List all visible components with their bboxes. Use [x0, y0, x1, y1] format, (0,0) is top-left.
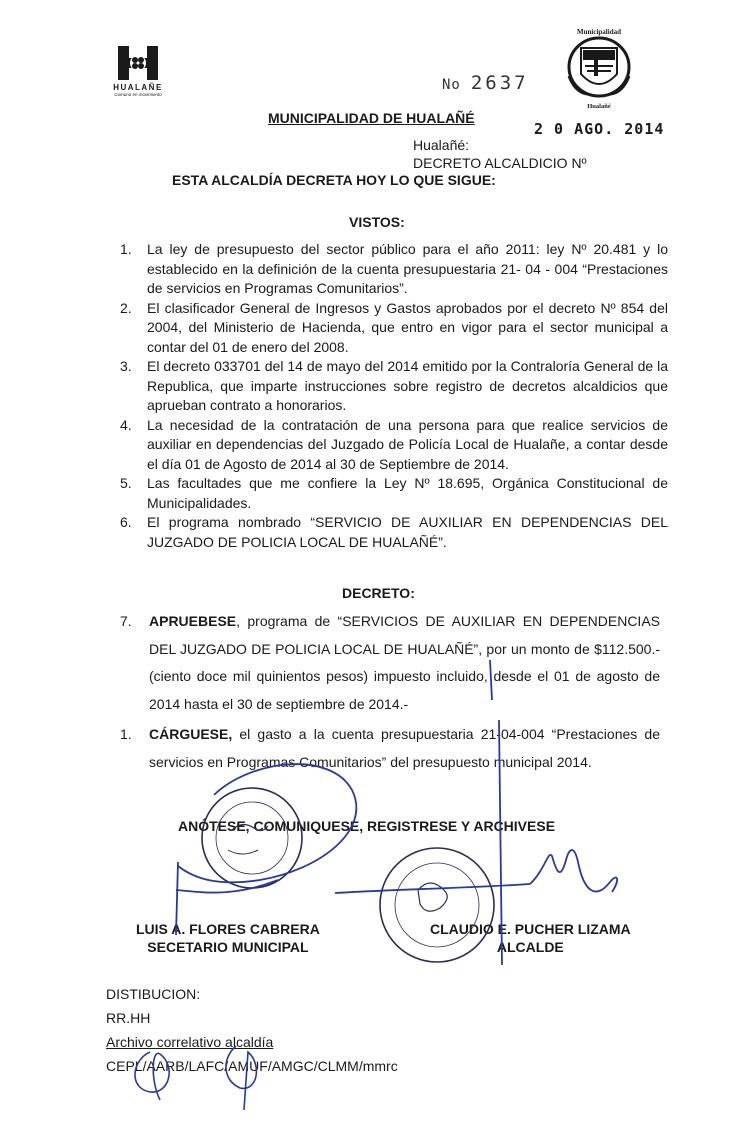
- list-item: 3. El decreto 033701 del 14 de mayo del 2014 emitido por la Contraloría General de la Republica, que imparte instrucciones sobre registro de decretos alcaldicios que aprueban contrato a honorarios.: [120, 358, 668, 413]
- distribution-block: [106, 982, 398, 1078]
- list-item: 2. El clasificador General de Ingresos y Gastos aprobados por el decreto Nº 854 del 2004, del Ministerio de Hacienda, que entro en vigor para el sector municipal a contar del 01 de enero del 2008.: [120, 299, 668, 355]
- seal-bottom-text: Hualañé: [587, 103, 611, 110]
- mayor-name: CLAUDIO E. PUCHER LIZAMA: [430, 921, 631, 937]
- decree-intro: ESTA ALCALDÍA DECRETA HOY LO QUE SIGUE:: [172, 172, 496, 188]
- logo-name: HUALAÑE: [113, 83, 163, 92]
- distribution-line: RR.HH: [106, 1010, 151, 1026]
- place-label: Hualañé:: [413, 137, 470, 153]
- signature-mayor: [430, 920, 631, 956]
- document-title: MUNICIPALIDAD DE HUALAÑÉ: [268, 110, 475, 126]
- distribution-heading: DISTIBUCION:: [106, 986, 201, 1002]
- h-logo-icon: [116, 44, 160, 82]
- decreto-heading: DECRETO:: [342, 585, 415, 601]
- date-stamp: 2 0 AGO. 2014: [534, 120, 665, 138]
- seal-top-text: Municipalidad: [577, 28, 621, 36]
- distribution-line: Archivo correlativo alcaldía: [106, 1034, 274, 1050]
- secretary-role: SECETARIO MUNICIPAL: [147, 939, 309, 955]
- serial-number: [442, 72, 529, 94]
- distribution-line: CEPL/AARB/LAFC/AMUF/AMGC/CLMM/mmrc: [106, 1058, 398, 1074]
- signature-secretary: [136, 920, 320, 956]
- list-item: 4. La necesidad de la contratación de una persona para que realice servicios de auxiliar en dependencias del Juzgado de Policía Local de Hualañe, a contar desde el día 01 de Agosto de 2014 al 30 de Septiembre de 2014.: [120, 416, 668, 472]
- list-item: 5. Las facultades que me confiere la Ley Nº 18.695, Orgánica Constitucional de Municipalidades.: [120, 475, 668, 511]
- coat-of-arms-icon: [563, 36, 635, 98]
- list-item: 7. APRUEBESE, programa de “SERVICIOS DE AUXILIAR EN DEPENDENCIAS DEL JUZGADO DE POLICIA LOCAL DE HUALAÑÉ”, por un monto de $112.500.- (ciento doce mil quinientos pesos) impuesto incluido, desde el 01 de agosto de 2014 hasta el 30 de septiembre de 2014.-: [120, 613, 660, 712]
- secretary-handwritten-signature-icon: [176, 764, 356, 935]
- secretary-name: LUIS A. FLORES CABRERA: [136, 921, 320, 937]
- list-item: 6. El programa nombrado “SERVICIO DE AUXILIAR EN DEPENDENCIAS DEL JUZGADO DE POLICIA LOCAL DE HUALAÑÉ”.: [120, 514, 668, 550]
- list-item: 1. La ley de presupuesto del sector público para el año 2011: ley Nº 20.481 y lo establecido en la definición de la cuenta presupuestaria 21- 04 - 004 “Prestaciones de servicios en Programas Comunitarios”.: [120, 241, 668, 296]
- secretary-stamp-icon: [202, 788, 302, 888]
- decreto-list: [120, 608, 660, 779]
- logo-tagline: Comuna en movimiento: [114, 92, 162, 97]
- serial-prefix: No: [442, 77, 461, 93]
- municipality-logo: [106, 44, 170, 97]
- mayor-role: ALCALDE: [496, 939, 564, 955]
- decree-number-label: DECRETO ALCALDICIO Nº: [413, 155, 587, 171]
- list-item: 1. CÁRGUESE, el gasto a la cuenta presupuestaria 21-04-004 “Prestaciones de servicios en Programas Comunitarios” del presupuesto municipal 2014.: [120, 726, 660, 770]
- serial-value: 2637: [470, 72, 529, 94]
- vistos-heading: VISTOS:: [349, 214, 405, 230]
- municipal-seal: [563, 28, 635, 112]
- closing-statement: ANÓTESE, COMUNIQUESE, REGISTRESE Y ARCHIVESE: [178, 818, 556, 834]
- vistos-list: [120, 240, 668, 552]
